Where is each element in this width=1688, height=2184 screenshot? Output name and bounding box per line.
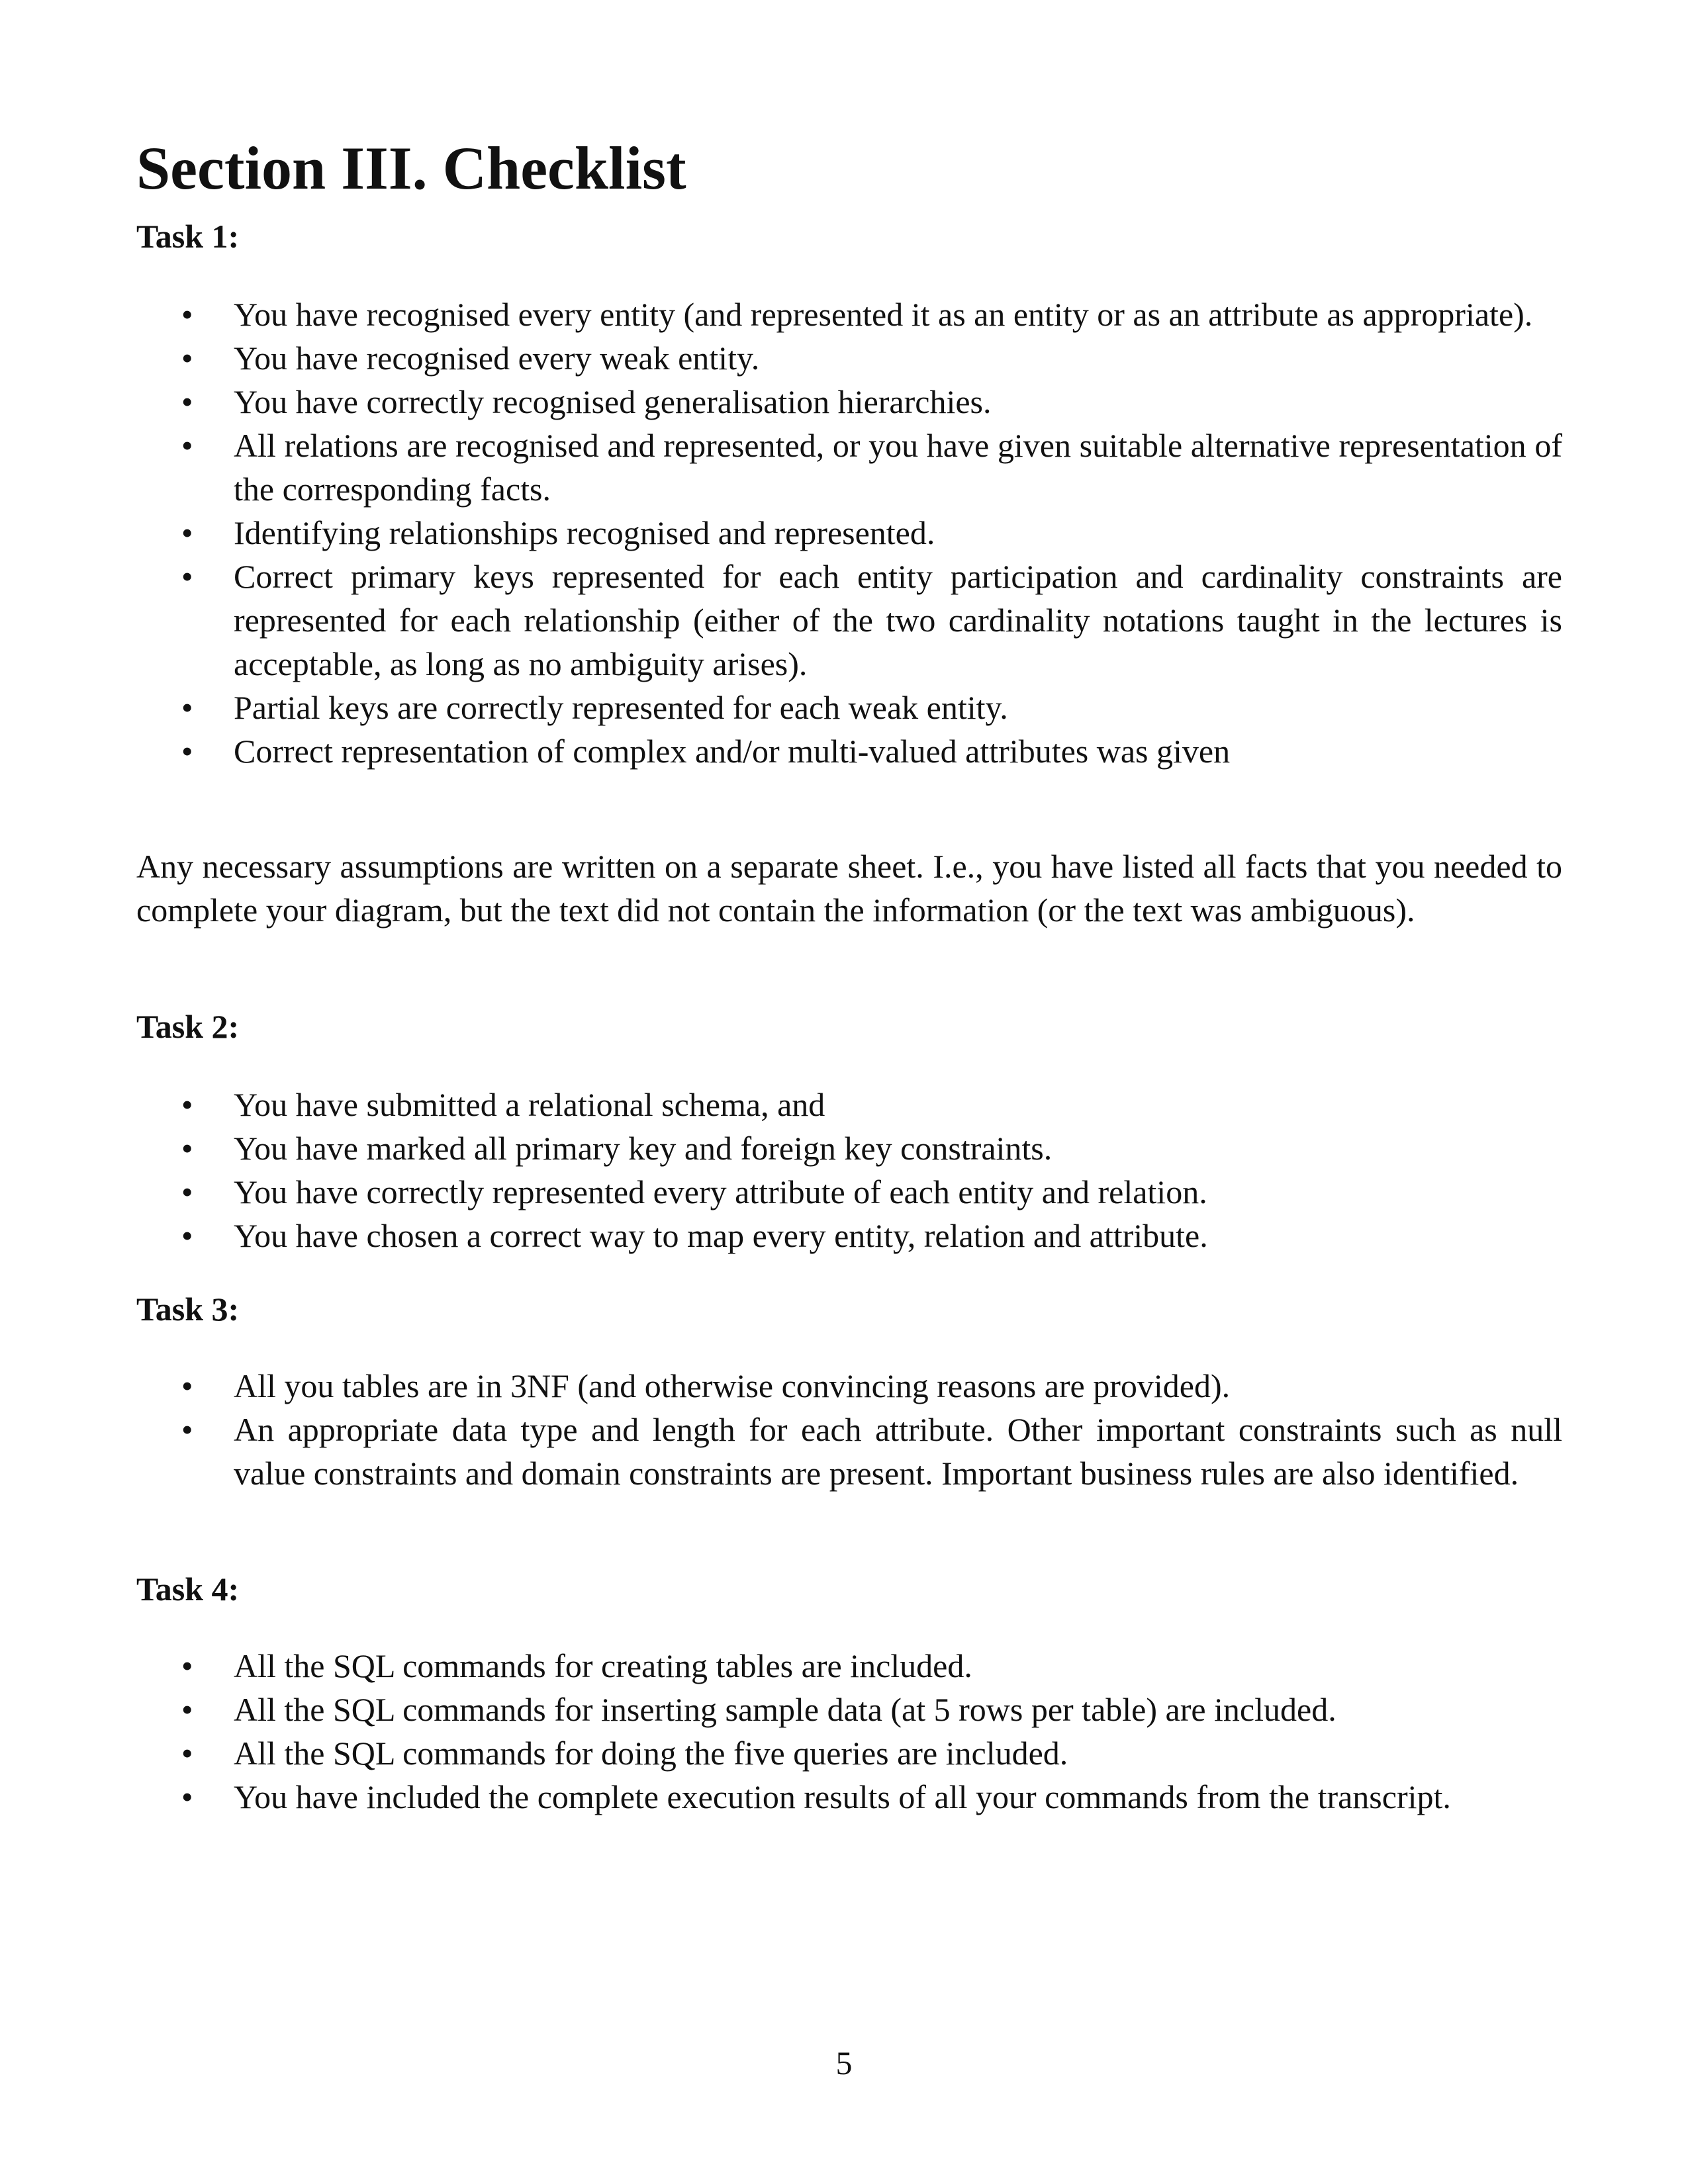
bullet-icon: • [181,1086,193,1123]
section-title-block [136,134,1562,202]
bullet-icon: • [181,1691,193,1728]
bullet-icon: • [181,689,193,726]
task-1-checklist [136,293,1562,773]
bullet-icon: • [181,383,193,420]
assumptions-note: Any necessary assumptions are written on a separate sheet. I.e., you have listed all facts that you needed to complete your diagram, but the text did not contain the information (or the text was ambiguous). [136,848,1562,929]
task-3-checklist [136,1364,1562,1495]
list-item: • All relations are recognised and represented, or you have given suitable alternative representation of the corresponding facts. [136,424,1562,511]
list-item: • You have included the complete execution results of all your commands from the transcript. [136,1775,1562,1819]
page-title: Section III. Checklist [136,134,686,202]
bullet-icon: • [181,1217,193,1254]
bullet-icon: • [181,1367,193,1404]
list-item: • You have chosen a correct way to map every entity, relation and attribute. [136,1214,1562,1257]
task-1-list-block [136,293,1562,773]
task-3-list-block [136,1364,1562,1495]
list-item: • All the SQL commands for creating tables are included. [136,1644,1562,1688]
list-item: • You have recognised every entity (and represented it as an entity or as an attribute as appropriate). [136,293,1562,336]
list-item: • You have correctly recognised generalisation hierarchies. [136,380,1562,424]
task-2-checklist [136,1083,1562,1257]
task-1-section [136,214,1562,258]
task-2-section [136,1005,1562,1048]
bullet-icon: • [181,1130,193,1167]
list-item: • You have recognised every weak entity. [136,336,1562,380]
task-heading: Task 3: [136,1291,240,1328]
bullet-icon: • [181,514,193,551]
bullet-icon: • [181,427,193,464]
page-number: 5 [835,2044,853,2081]
list-item: • Correct primary keys represented for each entity participation and cardinality constraints are represented for each relationship (either of the two cardinality notations taught in the lectures is acceptable, as long as no ambiguity arises). [136,555,1562,686]
task-4-section [136,1567,1562,1611]
task-4-list-block [136,1644,1562,1819]
list-item: • All you tables are in 3NF (and otherwise convincing reasons are provided). [136,1364,1562,1408]
bullet-icon: • [181,1411,193,1448]
bullet-icon: • [181,1647,193,1684]
assumptions-note-block [136,844,1562,932]
bullet-icon: • [181,340,193,377]
list-item: • All the SQL commands for inserting sample data (at 5 rows per table) are included. [136,1688,1562,1731]
task-heading: Task 4: [136,1570,240,1608]
bullet-icon: • [181,558,193,595]
task-4-checklist [136,1644,1562,1819]
bullet-icon: • [181,296,193,333]
list-item: • An appropriate data type and length for each attribute. Other important constraints such as null value constraints and domain constraints are present. Important business rules are also identified. [136,1408,1562,1495]
list-item: • All the SQL commands for doing the five queries are included. [136,1731,1562,1775]
list-item: • Correct representation of complex and/or multi-valued attributes was given [136,729,1562,773]
list-item: • You have submitted a relational schema, and [136,1083,1562,1126]
list-item: • You have marked all primary key and foreign key constraints. [136,1126,1562,1170]
bullet-icon: • [181,1735,193,1772]
task-heading: Task 2: [136,1008,240,1045]
bullet-icon: • [181,1778,193,1815]
task-3-section [136,1287,1562,1331]
bullet-icon: • [181,733,193,770]
list-item: • Identifying relationships recognised and represented. [136,511,1562,555]
task-heading: Task 1: [136,218,240,255]
list-item: • You have correctly represented every attribute of each entity and relation. [136,1170,1562,1214]
list-item: • Partial keys are correctly represented for each weak entity. [136,686,1562,729]
bullet-icon: • [181,1173,193,1210]
task-2-list-block [136,1083,1562,1257]
